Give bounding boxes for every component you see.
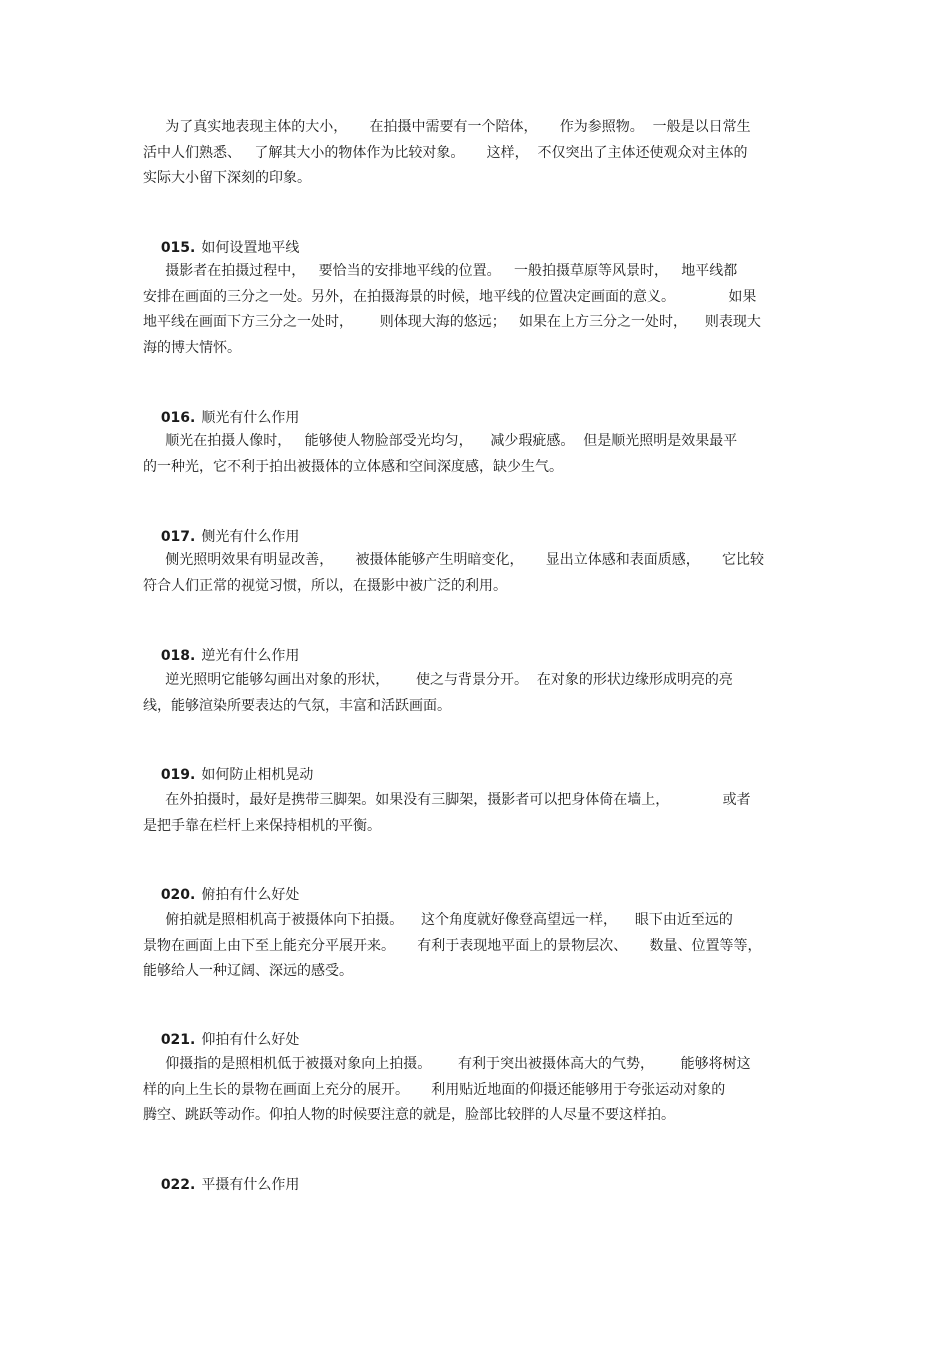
section-number: 015. [160,240,196,256]
section-title: 平摄有什么作用 [201,1177,300,1193]
paragraph-line: 的一种光，它不利于拍出被摄体的立体感和空间深度感，缺少生气。 [143,458,563,475]
section-paragraph-015 [143,259,808,361]
paragraph-line: 能够给人一种辽阔、深远的感受。 [143,963,353,979]
section-number: 022. [160,1177,196,1193]
paragraph-line: 仰摄指的是照相机低于被摄对象向上拍摄。 有利于突出被摄体高大的气势， 能够将树这 [143,1056,751,1072]
section-paragraph-019 [143,788,808,839]
paragraph-line: 实际大小留下深刻的印象。 [143,170,311,186]
paragraph-line: 活中人们熟悉、 了解其大小的物体作为比较对象。 这样， 不仅突出了主体还使观众对主体的 [143,144,748,161]
section-title: 侧光有什么作用 [201,529,300,545]
section-paragraph-021 [143,1052,808,1129]
paragraph-line: 俯拍就是照相机高于被摄体向下拍摄。 这个角度就好像登高望远一样， 眼下由近至远的 [143,912,733,928]
paragraph-line: 样的向上生长的景物在画面上充分的展开。 利用贴近地面的仰摄还能够用于夸张运动对象的 [143,1081,726,1098]
section-number: 017. [160,529,196,545]
paragraph-line: 地平线在画面下方三分之一处时， 则体现大海的悠远； 如果在上方三分之一处时， 则表现大 [143,314,761,330]
section-number: 018. [160,648,196,664]
paragraph-line: 线，能够渲染所要表达的气氛，丰富和活跃画面。 [143,697,451,714]
section-paragraph-018 [143,668,808,719]
section-heading-022 [143,1155,808,1215]
paragraph-line: 是把手靠在栏杆上来保持相机的平衡。 [143,817,381,834]
paragraph-line: 侧光照明效果有明显改善， 被摄体能够产生明暗变化， 显出立体感和表面质感， 它比较 [143,552,765,568]
paragraph-line: 逆光照明它能够勾画出对象的形状， 使之与背景分开。 在对象的形状边缘形成明亮的亮 [143,672,733,688]
section-paragraph-016 [143,429,808,480]
paragraph-line: 海的博大情怀。 [143,339,241,356]
intro-paragraph [143,115,808,192]
section-title: 如何防止相机晃动 [201,767,314,783]
paragraph-line: 为了真实地表现主体的大小， 在拍摄中需要有一个陪体， 作为参照物。 一般是以日常生 [143,119,751,135]
section-paragraph-020 [143,908,808,985]
section-title: 逆光有什么作用 [201,648,300,664]
section-title: 如何设置地平线 [201,240,300,256]
paragraph-line: 符合人们正常的视觉习惯，所以，在摄影中被广泛的利用。 [143,577,507,594]
section-title: 顺光有什么作用 [201,410,300,426]
paragraph-line: 安排在画面的三分之一处。另外，在拍摄海景的时候，地平线的位置决定画面的意义。 如果 [143,288,757,305]
paragraph-line: 腾空、跳跃等动作。仰拍人物的时候要注意的就是，脸部比较胖的人尽量不要这样拍。 [143,1107,675,1123]
section-title: 俯拍有什么好处 [201,887,300,903]
section-number: 021. [160,1032,196,1048]
section-number: 020. [160,887,196,903]
paragraph-line: 在外拍摄时，最好是携带三脚架。如果没有三脚架，摄影者可以把身体倚在墙上， 或者 [143,792,751,808]
section-number: 016. [160,410,196,426]
paragraph-line: 景物在画面上由下至上能充分平展开来。 有利于表现地平面上的景物层次、 数量、位置等等， [143,937,762,954]
paragraph-line: 顺光在拍摄人像时， 能够使人物脸部受光均匀， 减少瑕疵感。 但是顺光照明是效果最平 [143,433,738,449]
paragraph-line: 摄影者在拍摄过程中， 要恰当的安排地平线的位置。 一般拍摄草原等风景时， 地平线都 [143,263,738,279]
section-number: 019. [160,767,196,783]
section-paragraph-017 [143,548,808,599]
section-title: 仰拍有什么好处 [201,1032,300,1048]
